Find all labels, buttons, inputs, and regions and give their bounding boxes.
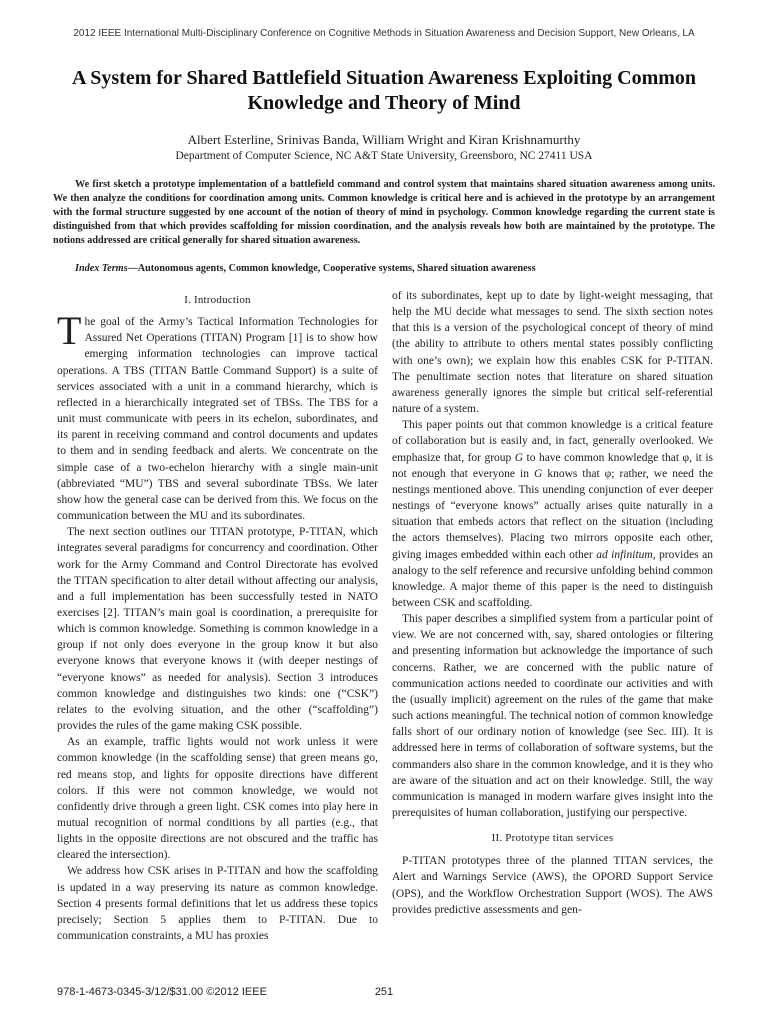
paragraph-text-segment: knows that φ; rather, we need the nestings mentioned above. This unending conjunction of ever deeper nestings of “everyone knows” actually arises quite naturally in a situation that embeds actors that reflect on the situation (including the actors themselves). Placing two mirrors opposite each other, giving images embedded within each other (392, 467, 713, 561)
index-terms-label: Index Terms (75, 263, 128, 274)
group-symbol: G (514, 451, 524, 464)
intro-paragraph-2: The next section outlines our TITAN prototype, P-TITAN, which integrates several paradigms for concurrency and coordination. Other work for the Army Command and Control Directorate has evolved the TITAN specification to alter detail without affecting our analysis, and a full implementation has been successfully tested in NATO exercises [2]. TITAN’s main goal is coordination, a prerequisite for which is common knowledge. Something is common knowledge in a group if not only does everyone in the group know it but also everyone knows that everyone knows it (with deeper nestings of “everyone knows” as needed for analysis). Section 3 introduces common knowledge and distinguishes two kinds: one (“CSK”) relates to the evolving situation, and the other (“scaffolding”) provides the rules of the game making CSK possible. (57, 526, 378, 733)
intro-paragraph-1-text: he goal of the Army’s Tactical Information Technologies for Assured Net Operations (TITAN) Program [1] is to show how emerging information technologies can improve tactical operations. A TBS (TITAN Battle Command Support) is a suite of services associated with a unit in a command hierarchy, which is reflected in a hierarchically integrated set of TBSs. The TBS for a unit must communicate with peers in its echelon, subordinates, and its parent in receiving command and control documents and updates to them and in sending feedback and alerts. We concentrate on the simple case of a two-echelon hierarchy with a single main-unit (abbreviated “MU”) TBS and several subordinate TBSs. We later show how the general case can be derived from this. We focus on the communication between the MU and its subordinates. (57, 316, 378, 523)
prototype-paragraph-1: P-TITAN prototypes three of the planned TITAN services, the Alert and Warnings Service (AWS), the OPORD Support Service (OPS), and the Workflow Orchestration Support (WOS). The AWS provides predictive assessments and gen- (392, 855, 713, 916)
index-terms (53, 262, 715, 276)
intro-paragraph-6 (392, 417, 713, 611)
abstract: We first sketch a prototype implementation of a battlefield command and control system that maintains shared situation awareness among units. We then analyze the conditions for coordination among units. Common knowledge is critical here and is achieved in the prototype by an arrangement with the formal structure suggested by one account of the notion of theory of mind in psychology. Common knowledge regarding the current state is distinguished from that which provides scaffolding for mission coordination, and the analysis reveals how both are maintained by the prototype. The notions addressed are critical generally for shared situation awareness. (53, 179, 715, 246)
paragraph-text-segment: This paper points out that common knowledge is a critical feature of collaboration but is easily and, in fact, generally overlooked. We emphasize that, for group (392, 419, 713, 464)
copyright-footer: 978-1-4673-0345-3/12/$31.00 ©2012 IEEE (57, 986, 267, 998)
right-text-column (392, 288, 713, 956)
author-affiliation: Department of Computer Science, NC A&T State University, Greensboro, NC 27411 USA (175, 150, 593, 162)
paper-title: A System for Shared Battlefield Situation Awareness Exploiting Common Knowledge and Theory of Mind (71, 67, 697, 114)
section-heading-prototype: II. Prototype titan services (491, 832, 614, 845)
paragraph-text-segment: to have common knowledge that φ, it is not enough that everyone in (392, 451, 713, 480)
intro-paragraph-3: As an example, traffic lights would not work unless it were common knowledge (in the scaffolding sense) that green means go, red means stop, and lights for opposite directions have different colors. If this were not common knowledge, we would not confidently drive through a green light. CSK comes into play here in mutual recognition of normal conditions by all parties (e.g., that lights in the opposite directions are not obscured and the traffic has cleared the intersection). (57, 736, 378, 862)
author-list: Albert Esterline, Srinivas Banda, William Wright and Kiran Krishnamurthy (187, 132, 581, 147)
intro-paragraph-4: We address how CSK arises in P-TITAN and how the scaffolding is updated in a way preserving its nature as common knowledge. Section 4 presents formal definitions that let us address these topics precisely; Section 5 applies them to P-TITAN. Due to communication constraints, a MU has proxies (57, 865, 378, 943)
intro-paragraph-7: This paper describes a simplified system from a particular point of view. We are not concerned with, say, shared ontologies or filtering and presenting information but acknowledge the importance of such concerns. Rather, we are concerned with the public nature of communication actions needed to coordinate our activities and with the (usually implicit) agreement on the rules of the game that make such actions meaningful. The technical notion of common knowledge falls short of our ordinary notion of knowledge (see Sec. III). It is addressed here in terms of collaboration of software systems, but the commanders also share in the common knowledge, and it is they who are aware of the situation and act on their knowledge. Still, the way communication is managed in modern warfare gives insight into the prerequisites of human collaboration, justifying our perspective. (392, 613, 713, 819)
intro-paragraph-5: of its subordinates, kept up to date by light-weight messaging, that help the MU decide what messages to send. The sixth section notes that this is a version of the psychological concept of theory of mind (the ability to attribute to others mental states possibly conflicting with one’s own); we explain how this enables CSK for P-TITAN. The penultimate section notes that literature on shared situation awareness generally ignores the simple but critical self-referential nature of a system. (392, 290, 713, 416)
left-text-column (57, 288, 378, 956)
drop-cap: T (57, 308, 82, 354)
section-heading-introduction: I. Introduction (184, 294, 251, 306)
index-terms-text: —Autonomous agents, Common knowledge, Cooperative systems, Shared situation awareness (127, 263, 536, 274)
intro-paragraph-1 (57, 308, 378, 524)
paragraph-text-segment: , provides an analogy to the self reference and recursive unfolding behind common knowledge. A major theme of this paper is the need to distinguish between CSK and scaffolding. (392, 548, 713, 609)
latin-phrase: ad infinitum (596, 548, 653, 561)
page-number: 251 (374, 986, 394, 998)
conference-running-head: 2012 IEEE International Multi-Disciplinary Conference on Cognitive Methods in Situation Awareness and Decision Support, New Orleans, LA (73, 28, 695, 39)
group-symbol: G (534, 467, 543, 480)
